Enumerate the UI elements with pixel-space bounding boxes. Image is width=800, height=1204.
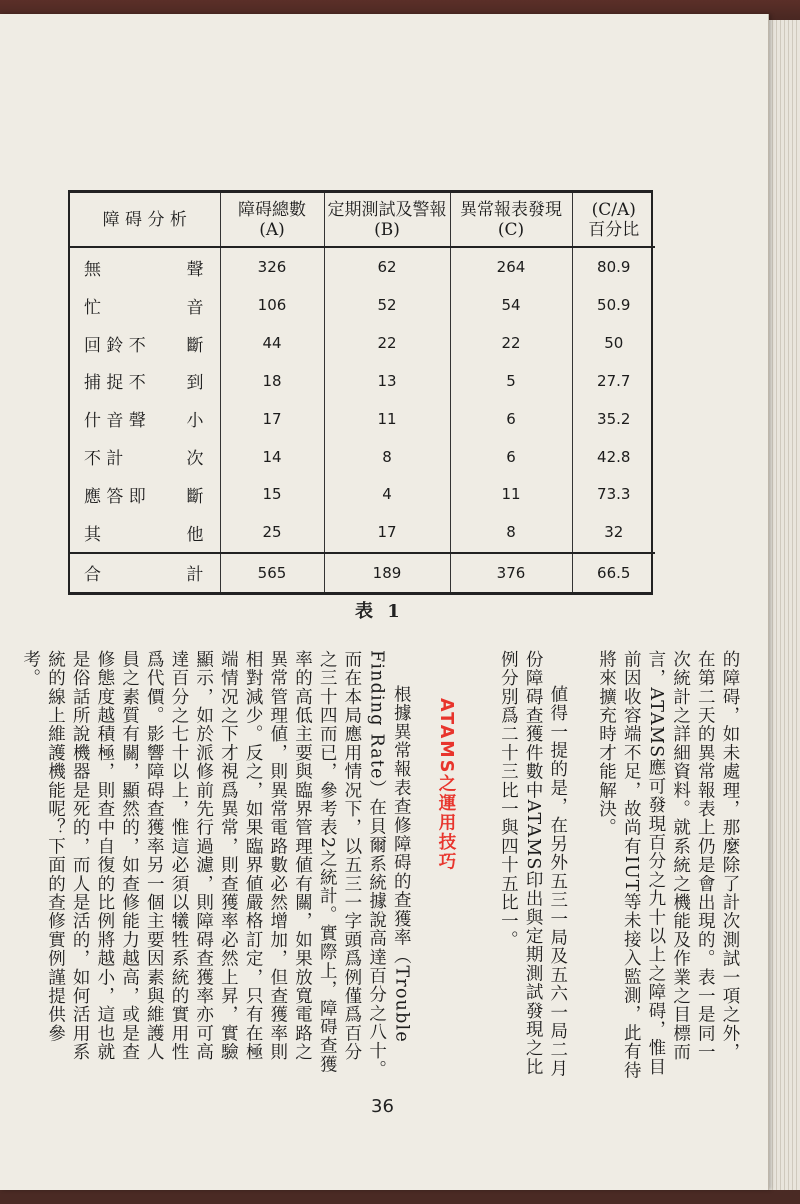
cell-abnormal: 54 xyxy=(450,286,572,324)
cell-abnormal: 376 xyxy=(450,553,572,592)
header-percentage: (C/A) 百分比 xyxy=(572,193,655,247)
row-category: 回 鈴 不 斷 xyxy=(84,335,204,356)
cell-percent: 50 xyxy=(572,324,655,362)
table-row xyxy=(70,362,655,400)
table-row xyxy=(70,400,655,438)
table-row xyxy=(70,286,655,324)
cell-periodic: 13 xyxy=(324,362,450,400)
row-category: 合 計 xyxy=(70,553,220,592)
cell-periodic: 189 xyxy=(324,553,450,592)
row-category: 其 他 xyxy=(84,524,204,545)
header-periodic-test: 定期測試及警報 (B) xyxy=(324,193,450,247)
cell-percent: 27.7 xyxy=(572,362,655,400)
cell-percent: 42.8 xyxy=(572,438,655,476)
row-category: 無 聲 xyxy=(84,259,204,280)
cell-percent: 73.3 xyxy=(572,475,655,513)
header-abnormal-report: 異常報表發現 (C) xyxy=(450,193,572,247)
cell-total: 326 xyxy=(220,247,324,286)
cell-abnormal: 5 xyxy=(450,362,572,400)
table-header-row xyxy=(70,193,655,247)
cell-periodic: 8 xyxy=(324,438,450,476)
fault-analysis-table xyxy=(70,193,655,592)
table-row xyxy=(70,438,655,476)
paragraph: 値得一提的是，在另外五三一局及五六一局二月份障碍查獲件數中ATAMS印出與定期測試發現之比例分別爲二十三比一與四十五比一。 xyxy=(498,650,568,1078)
cell-total: 106 xyxy=(220,286,324,324)
cell-total: 15 xyxy=(220,475,324,513)
table-row xyxy=(70,247,655,286)
table-caption: 表 1 xyxy=(355,601,404,622)
paragraph: 根據異常報表查修障碍的查獲率（Trouble Finding Rate）在貝爾系統據說高達百分之八十。而在本局應用情况下，以五三一字頭爲例僅爲百分之三十四而已，參考表2之統計。實際上，障碍查獲率的高低主要與臨界管理値有關，如果放寬電路之異常管理値，則異常電路數必然增加，但查獲率則相對減少。反之，如果臨界値嚴格訂定，只有在極端情况之下才視爲異常，則查獲率必然上昇，實驗顯示，如於派修前先行過濾，則障碍查獲率亦可高達百分之七十以上，惟這必須以犧牲系統的實用性爲代價。影響障碍查獲率另一個主要因素與維護人員之素質有關，顯然的，如查修能力越高，或是查修態度越積極，則查中自復的比例將越小，這也就是俗話所說機器是死的，而人是活的，如何活用系統的線上維護機能呢？下面的查修實例謹提供參考。 xyxy=(20,650,412,1079)
cell-periodic: 52 xyxy=(324,286,450,324)
cell-periodic: 11 xyxy=(324,400,450,438)
cell-total: 17 xyxy=(220,400,324,438)
row-category: 應 答 即 斷 xyxy=(84,486,204,507)
page-number: 36 xyxy=(371,1096,394,1117)
cell-periodic: 4 xyxy=(324,475,450,513)
cell-abnormal: 22 xyxy=(450,324,572,362)
statistics-table xyxy=(68,190,653,595)
text-column-right xyxy=(472,650,742,1080)
row-category: 什 音 聲 小 xyxy=(84,411,204,432)
header-fault-analysis: 障 碍 分 析 xyxy=(70,193,220,247)
cell-abnormal: 8 xyxy=(450,513,572,552)
cell-percent: 80.9 xyxy=(572,247,655,286)
cell-percent: 66.5 xyxy=(572,553,655,592)
row-category: 不 計 次 xyxy=(84,449,204,470)
row-category: 忙 音 xyxy=(84,297,204,318)
cell-percent: 35.2 xyxy=(572,400,655,438)
cell-total: 14 xyxy=(220,438,324,476)
cell-periodic: 17 xyxy=(324,513,450,552)
cell-total: 25 xyxy=(220,513,324,552)
section-heading: ATAMS之運用技巧 xyxy=(436,698,456,872)
cell-percent: 50.9 xyxy=(572,286,655,324)
cell-abnormal: 6 xyxy=(450,438,572,476)
paragraph: 的障碍，如未處理，那麼除了計次測試一項之外，在第二天的異常報表上仍是會出現的。表一是同一次統計之詳細資料。就系統之機能及作業之目標而言，ATAMS應可發現百分之九十以上之障碍，惟目前因收容端不足，故尚有IUT等未接入監測，此有待將來擴充時才能解決。 xyxy=(596,650,740,1080)
table-row xyxy=(70,475,655,513)
cell-periodic: 62 xyxy=(324,247,450,286)
cell-total: 18 xyxy=(220,362,324,400)
cell-percent: 32 xyxy=(572,513,655,552)
header-total-faults: 障碍總數 (A) xyxy=(220,193,324,247)
cell-total: 565 xyxy=(220,553,324,592)
table-row xyxy=(70,513,655,552)
cell-total: 44 xyxy=(220,324,324,362)
table-total-row xyxy=(70,553,655,592)
cell-abnormal: 264 xyxy=(450,247,572,286)
cell-periodic: 22 xyxy=(324,324,450,362)
row-category: 捕 捉 不 到 xyxy=(84,373,204,394)
text-column-left xyxy=(20,650,472,1080)
cell-abnormal: 11 xyxy=(450,475,572,513)
cell-abnormal: 6 xyxy=(450,400,572,438)
table-row xyxy=(70,324,655,362)
